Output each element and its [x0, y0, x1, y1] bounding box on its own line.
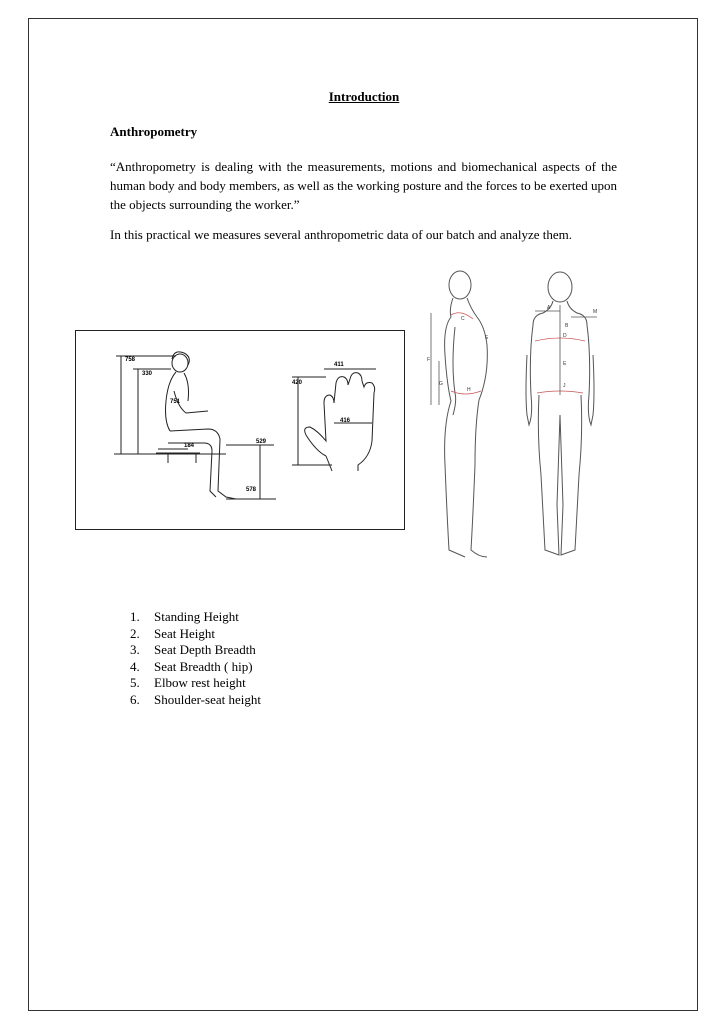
definition-quote: “Anthropometry is dealing with the measurements, motions and biomechanical aspects of the human body and body members, as well as the working posture and the forces to be exerted upon the objects surrounding the worker.”: [110, 159, 617, 212]
list-item-number: 6.: [130, 691, 140, 707]
back-letter-e: E: [563, 361, 567, 367]
side-letter-f: F: [427, 357, 431, 363]
list-item-text: Shoulder-seat height: [154, 691, 261, 707]
seated-figure-drawing: [76, 331, 406, 531]
list-item: [130, 642, 261, 659]
list-item-number: 5.: [130, 675, 140, 691]
list-item-text: Seat Height: [154, 625, 216, 641]
list-item-text: Seat Depth Breadth: [154, 642, 256, 658]
back-letter-m: M: [593, 309, 598, 315]
side-letter-c: C: [461, 316, 465, 322]
dim-751: 751: [170, 399, 181, 405]
list-item-text: Seat Breadth ( hip): [154, 658, 253, 674]
side-letter-h: H: [467, 387, 471, 393]
back-letter-b: B: [565, 323, 569, 329]
list-item: [130, 659, 261, 676]
list-item: [130, 692, 261, 709]
practical-description: In this practical we measures several anthropometric data of our batch and analyze them.: [110, 227, 573, 242]
dim-184: 184: [184, 443, 195, 449]
list-item: [130, 626, 261, 643]
dim-420: 420: [292, 380, 303, 386]
page-heading: Introduction: [328, 89, 400, 104]
list-item-number: 2.: [130, 625, 140, 641]
side-letter-g: G: [439, 381, 443, 387]
back-letter-a: A: [547, 305, 551, 311]
seated-dimensions-figure: [75, 330, 405, 530]
dim-758: 758: [125, 357, 136, 363]
section-title: Anthropometry: [110, 124, 198, 139]
body-silhouettes-figure: [415, 265, 625, 575]
side-letter-e: E: [485, 335, 489, 341]
list-item-number: 3.: [130, 642, 140, 658]
list-item-text: Elbow rest height: [154, 675, 246, 691]
list-item-text: Standing Height: [154, 609, 239, 624]
list-item-number: 1.: [130, 609, 140, 624]
dim-529: 529: [256, 439, 267, 445]
dim-411: 411: [334, 362, 344, 368]
measurement-list: [130, 609, 261, 709]
list-item: [130, 675, 261, 692]
list-item: [130, 609, 261, 626]
dim-330: 330: [142, 371, 153, 377]
back-letter-j: J: [563, 383, 566, 389]
dim-416: 416: [340, 418, 351, 424]
back-letter-d: D: [563, 333, 567, 339]
list-item-number: 4.: [130, 658, 140, 674]
dim-578: 578: [246, 487, 257, 493]
